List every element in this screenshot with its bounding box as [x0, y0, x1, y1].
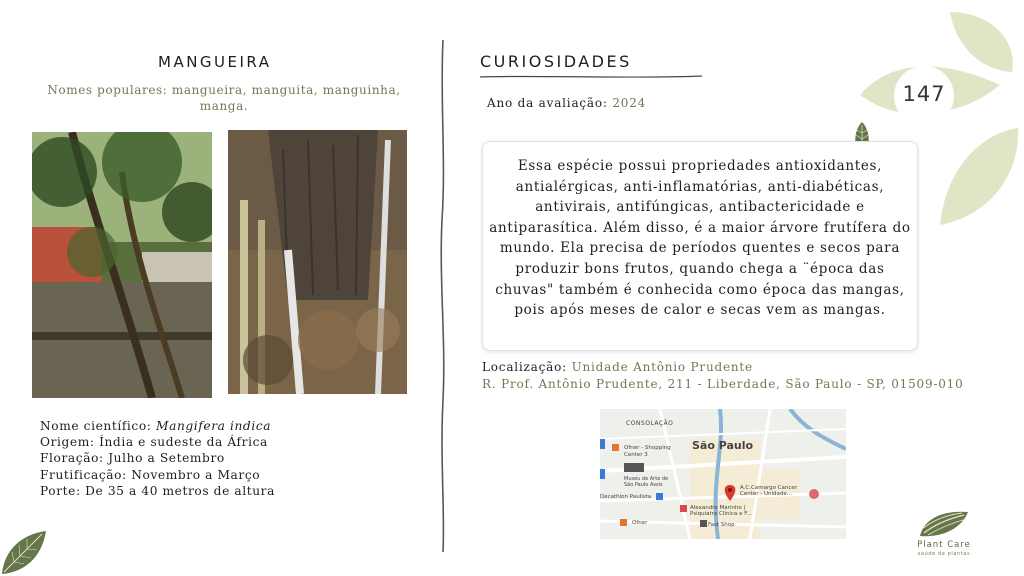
tree-photo-2 [228, 130, 407, 394]
tree-photo-1 [32, 132, 212, 398]
svg-text:Center 3: Center 3 [624, 452, 648, 458]
plant-title: MANGUEIRA [158, 53, 272, 71]
svg-text:Fast Shop: Fast Shop [708, 522, 735, 528]
size-line: Porte: De 35 a 40 metros de altura [40, 483, 275, 498]
plant-care-logo-icon [918, 508, 970, 538]
svg-text:Ofner - Shopping: Ofner - Shopping [624, 445, 671, 451]
flowering-line: Floração: Julho a Setembro [40, 451, 225, 466]
logo-name: Plant Care [917, 540, 971, 550]
location-unit: Unidade Antônio Prudente [571, 360, 753, 374]
svg-text:Museu de Arte de: Museu de Arte de [624, 476, 669, 482]
location-line: Localização: Unidade Antônio Prudente [482, 360, 753, 374]
svg-text:Center - Unidade...: Center - Unidade... [740, 491, 793, 497]
scientific-name: Mangifera indica [156, 419, 272, 433]
map-district: CONSOLAÇÃO [626, 420, 674, 427]
svg-text:A.C.Camargo Cancer: A.C.Camargo Cancer [740, 485, 798, 491]
svg-text:Alexandre Marinho |: Alexandre Marinho | [690, 505, 746, 511]
title-underline [480, 74, 702, 80]
leaf-corner-icon [0, 528, 48, 576]
svg-text:Psiquiatra Clínica e F...: Psiquiatra Clínica e F... [690, 511, 752, 517]
svg-text:Decathlon Paulista: Decathlon Paulista [600, 494, 652, 500]
curiosity-card [482, 141, 918, 351]
svg-text:São Paulo Assis: São Paulo Assis [624, 482, 663, 488]
scientific-name-line: Nome científico: Mangifera indica [40, 419, 272, 433]
evaluation-year: Ano da avaliação: 2024 [487, 96, 647, 110]
curiosity-text: Essa espécie possui propriedades antioxidantes, antialérgicas, anti-inflamatórias, anti-diabéticas, antivirais, antifúngicas, antibactericidade e antiparasítica. Além disso, é a maior árvore frutífera do mundo. Ela precisa de períodos quentes e secos para produzir bons frutos, quando chega a ¨época das chuvas" também é conhecida como época das mangas, pois após meses de calor e secas vem as mangas. [489, 158, 911, 319]
logo-tagline: saúde de plantas [917, 551, 971, 557]
location-map[interactable] [600, 409, 846, 539]
popular-names: Nomes populares: mangueira, manguita, manguinha, manga. [47, 83, 401, 113]
address-line: R. Prof. Antônio Prudente, 211 - Liberdade, São Paulo - SP, 01509-010 [482, 377, 964, 391]
curiosities-title: CURIOSIDADES [480, 52, 632, 71]
vertical-divider [436, 40, 450, 552]
plant-info [40, 418, 275, 499]
map-city: São Paulo [692, 439, 754, 452]
fruiting-line: Frutificação: Novembro a Março [40, 467, 261, 482]
svg-text:Ofner: Ofner [632, 520, 648, 526]
origin-line: Origem: Índia e sudeste da África [40, 435, 268, 450]
page-number-badge: 147 [902, 82, 946, 106]
